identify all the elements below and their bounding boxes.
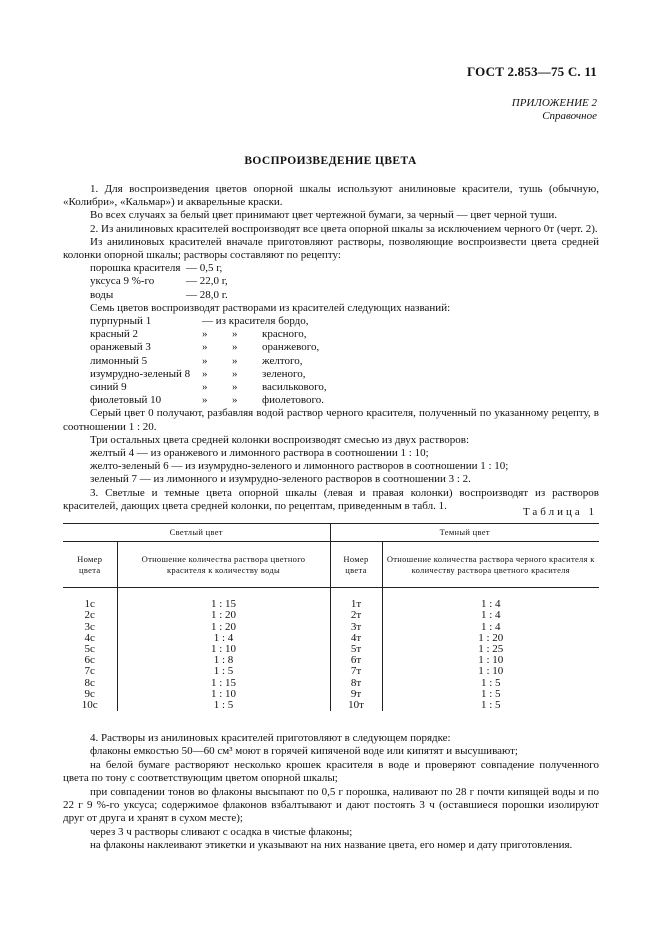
table-row <box>63 678 599 689</box>
light-ratio: 1 : 8 <box>117 655 330 666</box>
light-number: 2с <box>63 610 117 621</box>
light-number: 7с <box>63 666 117 677</box>
dark-ratio: 1 : 4 <box>480 609 501 622</box>
recipe-amount: — 22,0 г, <box>186 275 228 288</box>
dark-number: 4т <box>330 633 382 644</box>
dark-ratio: 1 : 4 <box>480 598 501 611</box>
dark-number: 5т <box>330 644 382 655</box>
paragraph: Серый цвет 0 получают, разбавляя водой раствор черного красителя, полученный по указанному рецепту, в соотношении 1 : 20. <box>63 407 599 433</box>
dye-list <box>63 315 599 407</box>
recipe-item <box>63 289 599 302</box>
dye-color: лимонный 5 <box>90 354 148 367</box>
light-ratio: 1 : 20 <box>117 610 330 621</box>
paragraph: на белой бумаге растворяют несколько крошек красителя в воде и проверяют совпадение полученного цвета по тону с соответствующим цветом опорной шкалы; <box>63 758 599 785</box>
light-number: 4с <box>63 633 117 644</box>
light-ratio: 1 : 5 <box>117 700 330 711</box>
table-row <box>63 610 599 621</box>
dye-color: красный 2 <box>90 328 139 341</box>
table-row <box>63 700 599 711</box>
light-number: 5с <box>63 644 117 655</box>
table-row <box>63 689 599 700</box>
dye-item <box>63 315 599 328</box>
dye-color: синий 9 <box>90 381 127 394</box>
paragraph: желтый 4 — из оранжевого и лимонного раствора в соотношении 1 : 10; <box>90 447 429 460</box>
dark-ratio: 1 : 4 <box>480 620 501 633</box>
recipe-list <box>63 262 599 302</box>
paragraph: Семь цветов воспроизводят растворами из красителей следующих названий: <box>90 301 451 314</box>
light-ratio: 1 : 15 <box>117 599 330 610</box>
dark-ratio: 1 : 5 <box>480 699 501 712</box>
dye-item <box>63 381 599 394</box>
dark-number: 8т <box>330 678 382 689</box>
light-ratio: 1 : 20 <box>117 622 330 633</box>
ditto-mark: » <box>232 341 238 354</box>
dye-source: желтого, <box>262 354 303 367</box>
paragraph: 3. Светлые и темные цвета опорной шкалы (левая и правая колонки) воспроизводят из растворов красителей, дающих цвета средней колонки, по рецептам, приведенным в табл. 1. <box>63 486 599 512</box>
dye-item <box>63 394 599 407</box>
dark-number: 1т <box>330 599 382 610</box>
section-4-text <box>63 732 599 853</box>
paragraph: при совпадении тонов во флаконы высыпают по 0,5 г порошка, наливают по 28 г почти кипящей воды и по 22 г 9 %-го уксуса; содержимое флаконов взбалтывают и дают постоять 3 ч (оставшиеся порошки изолируют друг от друга и хранят в сухом месте); <box>63 785 599 825</box>
table-row <box>63 599 599 610</box>
ditto-mark: » <box>202 341 208 354</box>
light-ratio: 1 : 10 <box>117 689 330 700</box>
dark-ratio: 1 : 25 <box>478 643 504 655</box>
appendix-label: ПРИЛОЖЕНИЕ 2 <box>511 97 597 109</box>
light-ratio: 1 : 10 <box>117 644 330 655</box>
ditto-mark: » <box>202 381 208 394</box>
dye-item <box>63 355 599 368</box>
table-row <box>63 644 599 655</box>
dye-source: фиолетового. <box>262 394 325 407</box>
dye-color: фиолетовый 10 <box>90 394 162 407</box>
dye-color: изумрудно-зеленый 8 <box>90 367 191 380</box>
dark-number: 3т <box>330 622 382 633</box>
dye-item <box>63 368 599 381</box>
light-number: 1с <box>63 599 117 610</box>
paragraph: Во всех случаях за белый цвет принимают цвет чертежной бумаги, за черный — цвет черной туши. <box>90 209 558 222</box>
paragraph: желто-зеленый 6 — из изумрудно-зеленого и лимонного растворов в соотношении 1 : 10; <box>90 460 509 473</box>
light-number: 3с <box>63 622 117 633</box>
dye-source: красного, <box>262 328 307 341</box>
dark-number: 2т <box>330 610 382 621</box>
light-ratio: 1 : 5 <box>117 666 330 677</box>
paragraph: Три остальных цвета средней колонки воспроизводят смесью из двух растворов: <box>90 433 470 446</box>
dark-number: 7т <box>330 666 382 677</box>
section-title: ВОСПРОИЗВЕДЕНИЕ ЦВЕТА <box>244 155 417 167</box>
recipe-name: порошка красителя <box>90 262 181 275</box>
table-row <box>63 655 599 666</box>
dark-ratio: 1 : 10 <box>478 654 504 667</box>
light-number: 10с <box>63 700 117 711</box>
light-number: 6с <box>63 655 117 666</box>
paragraph: через 3 ч растворы сливают с осадка в чистые флаконы; <box>90 825 353 838</box>
table-row <box>63 666 599 677</box>
dark-number: 10т <box>330 700 382 711</box>
paragraph: 2. Из анилиновых красителей воспроизводят все цвета опорной шкалы за исключением черного 0т (черт. 2). <box>90 222 598 235</box>
dark-number-header: Номер цвета <box>330 542 382 588</box>
light-ratio-header: Отношение количества раствора цветного красителя к количеству воды <box>117 542 330 588</box>
ditto-mark: » <box>202 328 208 341</box>
paragraph: зеленый 7 — из лимонного и изумрудно-зеленого растворов в соотношении 3 : 2. <box>90 473 471 486</box>
paragraph: флаконы емкостью 50—60 см³ моют в горячей кипяченой воде или кипятят и высушивают; <box>90 745 518 758</box>
dark-ratio-header: Отношение количества раствора черного красителя к количеству раствора цветного красителя <box>382 542 599 588</box>
dye-source: василькового, <box>262 381 327 394</box>
ditto-mark: » <box>232 381 238 394</box>
recipe-item <box>63 275 599 288</box>
recipe-amount: — 28,0 г. <box>186 288 228 301</box>
appendix-block <box>512 97 597 123</box>
light-ratio: 1 : 4 <box>117 633 330 644</box>
dye-color: пурпурный 1 <box>90 315 152 328</box>
light-number: 9с <box>63 689 117 700</box>
ditto-mark: » <box>202 354 208 367</box>
dark-ratio: 1 : 10 <box>478 665 504 678</box>
ditto-mark: » <box>232 367 238 380</box>
light-number: 8с <box>63 678 117 689</box>
light-number-header: Номер цвета <box>63 542 117 588</box>
dye-source: — из красителя бордо, <box>202 315 309 328</box>
ditto-mark: » <box>232 354 238 367</box>
dark-ratio: 1 : 20 <box>478 631 504 644</box>
ratio-table <box>63 523 599 711</box>
light-color-header: Светлый цвет <box>63 524 330 542</box>
table-row <box>63 622 599 633</box>
table-row <box>63 633 599 644</box>
ditto-mark: » <box>232 328 238 341</box>
ditto-mark: » <box>232 394 238 407</box>
dye-color: оранжевый 3 <box>90 341 151 354</box>
paragraph: 1. Для воспроизведения цветов опорной шкалы используют анилиновые красители, тушь (обычную, «Колибри», «Кальмар») и акварельные краски. <box>63 183 599 209</box>
ditto-mark: » <box>202 367 208 380</box>
table-caption: Таблица 1 <box>522 506 597 518</box>
dark-ratio: 1 : 5 <box>480 676 501 689</box>
ditto-mark: » <box>202 394 208 407</box>
paragraph: на флаконы наклеивают этикетки и указывают на них название цвета, его номер и дату приготовления. <box>90 839 573 852</box>
dark-ratio: 1 : 5 <box>480 687 501 700</box>
dye-item <box>63 328 599 341</box>
dark-color-header: Темный цвет <box>330 524 599 542</box>
body-text <box>63 183 599 513</box>
light-ratio: 1 : 15 <box>117 678 330 689</box>
recipe-amount: — 0,5 г, <box>186 262 223 275</box>
recipe-item <box>63 262 599 275</box>
dye-source: оранжевого, <box>262 341 320 354</box>
dark-number: 6т <box>330 655 382 666</box>
dye-source: зеленого, <box>262 367 306 380</box>
recipe-name: уксуса 9 %-го <box>90 275 155 288</box>
dye-item <box>63 341 599 354</box>
standard-code: ГОСТ 2.853—75 С. 11 <box>467 64 597 79</box>
dark-number: 9т <box>330 689 382 700</box>
paragraph: Из анилиновых красителей вначале приготовляют растворы, позволяющие воспроизвести цвета средней колонки опорной шкалы; растворы составляют по рецепту: <box>63 235 599 262</box>
appendix-note: Справочное <box>542 110 597 122</box>
paragraph: 4. Растворы из анилиновых красителей приготовляют в следующем порядке: <box>90 732 451 744</box>
recipe-name: воды <box>90 288 114 301</box>
